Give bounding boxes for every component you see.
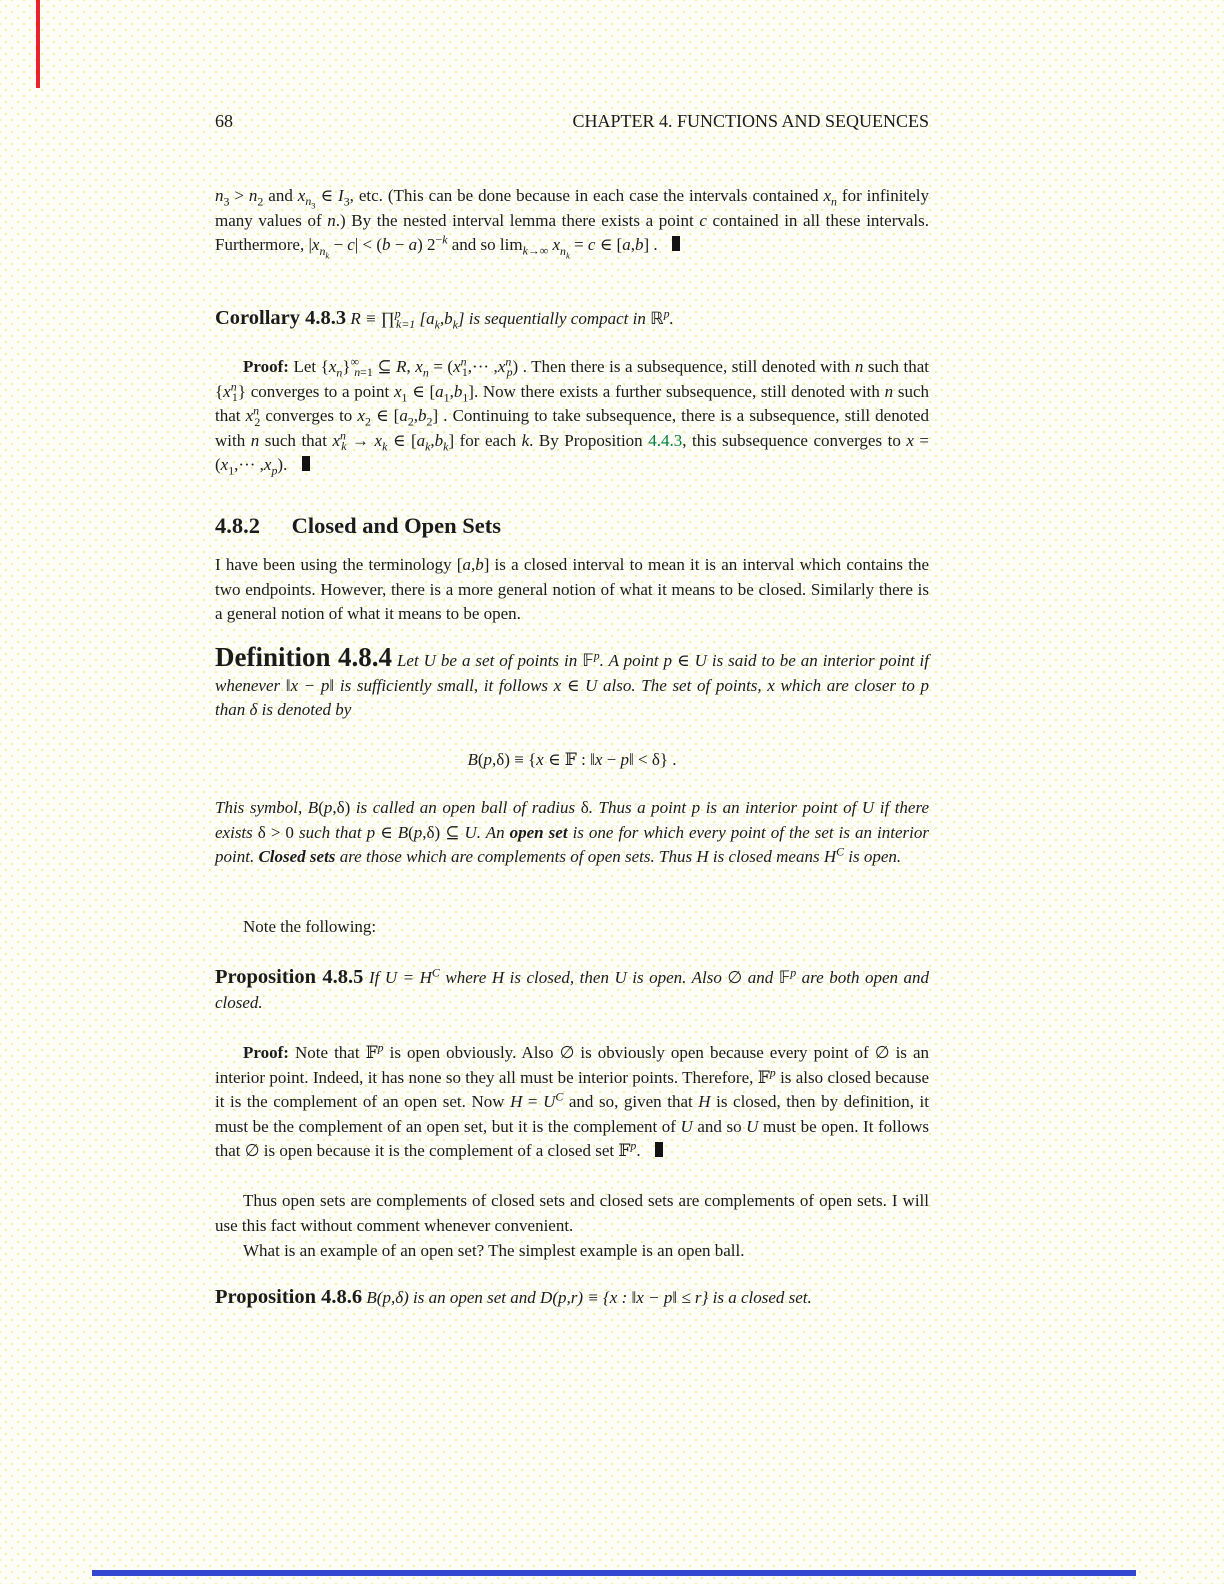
proposition-heading: Proposition 4.8.6 xyxy=(215,1286,363,1308)
bottom-blue-bar xyxy=(92,1570,1136,1576)
paragraph-open-ball-definition: This symbol, B(p,δ) is called an open ball of radius δ. Thus a point p is an interior point of U if there exists δ > 0 such that p ∈ B(p,δ) ⊆ U. An open set is one for which every point of the set is an interior point. Closed sets are those which are complements of open sets. Thus H is closed means $H^C$ is open. xyxy=(215,798,930,867)
proposition-statement: B(p,δ) is an open set and D(p,r) ≡ {x : ‖x − p‖ ≤ r} is a closed set. xyxy=(366,1288,812,1307)
definition-heading: Definition 4.8.4 xyxy=(215,642,392,672)
corollary-statement: R ≡ ∏$^p_{k=1}$ $[a_k,b_k]$ is sequentially compact in ℝ$^p$. xyxy=(350,306,674,332)
proposition-4-8-6 xyxy=(215,1285,929,1311)
proof-proposition-4-8-5: Proof: Note that 𝔽$^p$ is open obviously. Also ∅ is obviously open because every point of ∅ is an interior point. Indeed, it has none so they all must be interior points. Therefore, 𝔽$^p$ is also closed because it is the complement of an open set. Now $H = U^C$ and so, given that H is closed, then by definition, it must be the complement of an open set, but it is the complement of U and so U must be open. It follows that ∅ is open because it is the complement of a closed set 𝔽$^p$. xyxy=(215,1040,930,1161)
definition-4-8-4 xyxy=(215,642,930,723)
qed-box xyxy=(672,236,680,251)
running-header xyxy=(215,110,929,132)
proof-corollary-4-8-3: Proof: Let $\{x_n\}^\infty_{n=1}$ ⊆ R, $x_n = (x^n_1,\cdot\cdot\cdot ,x^n_p)$ . Then there is a subsequence, still denoted with n such that $\{x^n_1\}$ converges to a point $x_1$ ∈ $[a_1,b_1]$. Now there exists a further subsequence, still denoted with n such that $x^n_2$ converges to $x_2$ ∈ $[a_2,b_2]$ . Continuing to take subsequence, there is a subsequence, still denoted with n such that $x^n_k \to x_k$ ∈ $[a_k,b_k]$ for each k. By Proposition 4.4.3, this subsequence converges to $x = (x_1,\cdot\cdot\cdot ,x_p)$. xyxy=(215,354,930,478)
section-title: Closed and Open Sets xyxy=(291,512,502,538)
paragraph-nested-intervals: $n_3 > n_2$ and $x_{n_3}$ ∈ $I_3$, etc. (This can be done because in each case the intervals contained $x_n$ for infinitely many values of n.) By the nested interval lemma there exists a point c contained in all these intervals. Furthermore, $|x_{n_k} - c| < (b - a)$ $2^{-k}$ and so $\lim_{k\to\infty} x_{n_k} = c$ ∈ [a,b] . xyxy=(215,186,929,260)
section-heading-4-8-2 xyxy=(215,513,929,539)
paragraph-open-set-example: What is an example of an open set? The simplest example is an open ball. xyxy=(243,1241,745,1260)
corollary-heading: Corollary 4.8.3 xyxy=(215,307,347,329)
proposition-statement: If $U = H^C$ where H is closed, then U is open. Also ∅ and 𝔽$^p$ are both open and closed. xyxy=(215,965,930,1012)
page-edge-red-marker xyxy=(36,0,40,88)
note-following-line: Note the following: xyxy=(243,917,377,936)
section-number: 4.8.2 xyxy=(215,512,260,538)
proposition-4-8-5 xyxy=(215,965,929,1015)
corollary-4-8-3 xyxy=(215,306,929,332)
proposition-4-4-3-link[interactable]: 4.4.3 xyxy=(648,430,683,450)
proposition-heading: Proposition 4.8.5 xyxy=(215,966,364,988)
paragraph-terminology: I have been using the terminology [a,b] is a closed interval to mean it is an interval which contains the two endpoints. However, there is a more general notion of what it means to be closed. Similarly there is a general notion of what it means to be open. xyxy=(215,555,929,624)
qed-box xyxy=(302,456,310,471)
chapter-running-title: CHAPTER 4. FUNCTIONS AND SEQUENCES xyxy=(572,111,929,131)
paragraph-complements: Thus open sets are complements of closed sets and closed sets are complements of open sets. I will use this fact without comment whenever convenient. xyxy=(215,1191,929,1235)
definition-statement: Let U be a set of points in 𝔽$^p$. A point p ∈ U is said to be an interior point if whenever ‖x − p‖ is sufficiently small, it follows x ∈ U also. The set of points, x which are closer to p than δ is denoted by xyxy=(215,648,930,720)
qed-box xyxy=(655,1142,663,1157)
equation-open-ball: B(p,δ) ≡ {x ∈ 𝔽 : ‖x − p‖ < δ} . xyxy=(467,750,677,769)
page-number: 68 xyxy=(215,111,233,131)
